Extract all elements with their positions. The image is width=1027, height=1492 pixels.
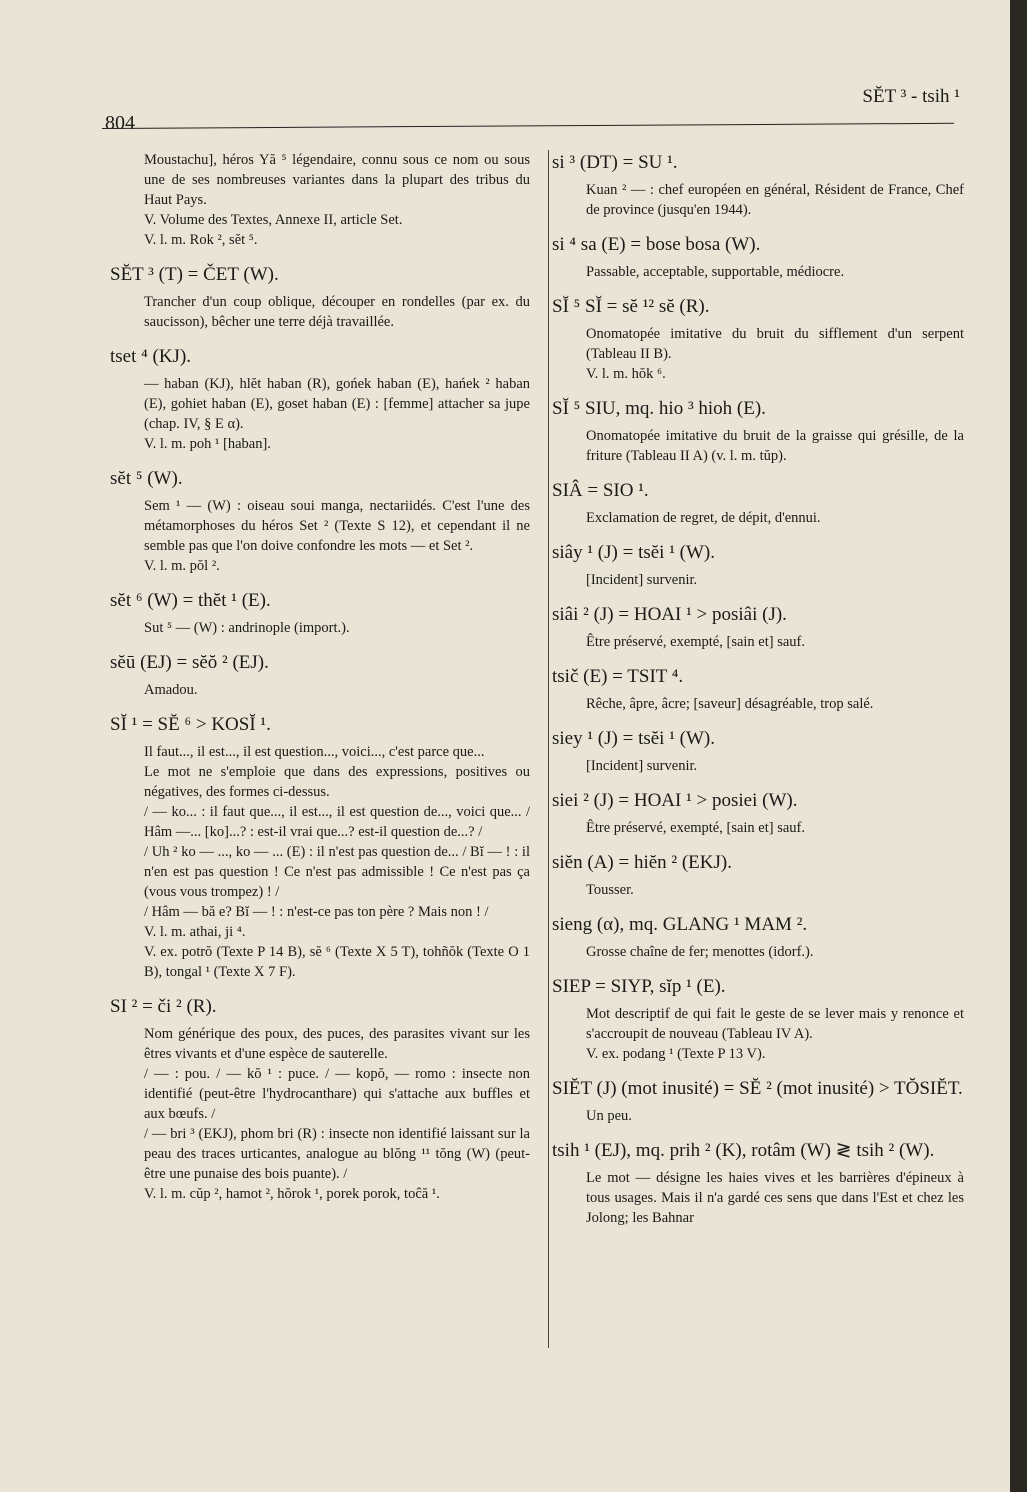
definition [110, 618, 530, 638]
dictionary-entry [110, 466, 530, 576]
definition [110, 496, 530, 576]
entry-line: V. l. m. hŏk ⁶. [586, 366, 666, 382]
left-column [110, 150, 530, 1216]
dictionary-entry [110, 712, 530, 982]
entry-line: Être préservé, exempté, [sain et] sauf. [586, 820, 806, 836]
book-edge [1010, 0, 1027, 1492]
entry-line: Onomatopée imitative du bruit du sifflement d'un serpent (Tableau II B). [586, 326, 964, 362]
definition [552, 1168, 964, 1228]
headword: siâi ² (J) = HOAI ¹ > posiâi (J). [552, 604, 787, 625]
entry-line: / Hâm — bă e? Bĭ — ! : n'est-ce pas ton père ? Mais non ! / [144, 904, 489, 920]
dictionary-entry [552, 788, 964, 838]
dictionary-entry [552, 540, 964, 590]
entry-line: V. ex. podang ¹ (Texte P 13 V). [586, 1046, 766, 1062]
headword: SI ² = či ² (R). [110, 996, 217, 1017]
dictionary-entry [552, 294, 964, 384]
headword: SĬ ⁵ SIU, mq. hio ³ hioh (E). [552, 398, 766, 419]
entry-line: Nom générique des poux, des puces, des parasites vivant sur les êtres vivants et d'une espèce de sauterelle. [144, 1026, 530, 1062]
definition [552, 1004, 964, 1064]
headword: siây ¹ (J) = tsĕi ¹ (W). [552, 542, 715, 563]
dictionary-entry [552, 726, 964, 776]
entry-line: Rêche, âpre, âcre; [saveur] désagréable, trop salé. [586, 696, 874, 712]
headword: si ⁴ sa (E) = bose bosa (W). [552, 234, 761, 255]
dictionary-entry [552, 150, 964, 220]
definition [552, 632, 964, 652]
entry-line: Amadou. [144, 682, 198, 698]
entry-line: Le mot — désigne les haies vives et les barrières d'épineux à tous usages. Mais il n'a gardé ces sens que dans l'Est et chez les Jolong; les Bahnar [586, 1170, 964, 1226]
dictionary-entry [110, 994, 530, 1204]
definition [552, 942, 964, 962]
headword: SĔT ³ (T) = ČET (W). [110, 264, 279, 285]
definition [552, 262, 964, 282]
headword: sĕt ⁶ (W) = thĕt ¹ (E). [110, 590, 271, 611]
entry-line: Tousser. [586, 882, 634, 898]
headword: siĕn (A) = hiĕn ² (EKJ). [552, 852, 732, 873]
entry-line: V. l. m. pŏl ². [144, 558, 220, 574]
dictionary-entry [552, 396, 964, 466]
definition [552, 818, 964, 838]
definition [110, 292, 530, 332]
headword: SIEP = SIYP, sĭp ¹ (E). [552, 976, 726, 997]
definition [552, 756, 964, 776]
column-divider [548, 150, 549, 1348]
entry-line: — haban (KJ), hlĕt haban (R), gońek haban (E), hańek ² haban (E), gohiet haban (E), goset haban (E) : [femme] attacher sa jupe (chap. IV, § E α). [144, 376, 530, 432]
dictionary-entry [110, 262, 530, 332]
right-column [552, 150, 964, 1240]
definition [110, 374, 530, 454]
continued-entry [110, 150, 530, 250]
entry-line: V. l. m. poh ¹ [haban]. [144, 436, 271, 452]
entry-line: V. l. m. Rok ², sĕt ⁵. [144, 232, 258, 248]
headword: sĕū (EJ) = sĕŏ ² (EJ). [110, 652, 269, 673]
definition [110, 1024, 530, 1204]
entry-line: Sem ¹ — (W) : oiseau soui manga, nectariidés. C'est l'une des métamorphoses du héros Set ² (Texte S 12), et cependant il ne semble pas que l'on doive confondre les mots — et Set ². [144, 498, 530, 554]
dictionary-entry [110, 344, 530, 454]
headword: siey ¹ (J) = tsĕi ¹ (W). [552, 728, 715, 749]
definition [552, 426, 964, 466]
entry-line: Le mot ne s'emploie que dans des expressions, positives ou négatives, des formes ci-dessus. [144, 764, 530, 800]
dictionary-entry [552, 912, 964, 962]
definition [552, 324, 964, 384]
headword: si ³ (DT) = SU ¹. [552, 152, 678, 173]
headword: SIÂ = SIO ¹. [552, 480, 649, 501]
dictionary-entry [552, 1138, 964, 1228]
entry-line: Il faut..., il est..., il est question..., voici..., c'est parce que... [144, 744, 485, 760]
dictionary-entry [552, 850, 964, 900]
entry-line: Exclamation de regret, de dépit, d'ennui. [586, 510, 821, 526]
headword: siei ² (J) = HOAI ¹ > posiei (W). [552, 790, 798, 811]
entry-line: / — bri ³ (EKJ), phom bri (R) : insecte non identifié laissant sur la peau des traces urticantes, analogue au blŏng ¹¹ tŏng (W) (peut-être une punaise des bois puante). / [144, 1126, 530, 1182]
headword: tsič (E) = TSIT ⁴. [552, 666, 684, 687]
definition [552, 508, 964, 528]
running-head: SĔT ³ - tsih ¹ [862, 86, 960, 107]
entry-line: Grosse chaîne de fer; menottes (idorf.). [586, 944, 814, 960]
header-rule [102, 123, 954, 129]
entry-line: Moustachu], héros Yă ⁵ légendaire, connu sous ce nom ou sous une de ses nombreuses variantes dans la plupart des tribus du Haut Pays. [144, 152, 530, 208]
headword: SĬ ⁵ SĬ = sĕ ¹² sĕ (R). [552, 296, 710, 317]
dictionary-entry [552, 602, 964, 652]
headword: SĬ ¹ = SĔ ⁶ > KOSĬ ¹. [110, 714, 271, 735]
entry-line: Mot descriptif de qui fait le geste de se lever mais y renonce et s'accroupit de nouveau (Tableau IV A). [586, 1006, 964, 1042]
headword: sieng (α), mq. GLANG ¹ MAM ². [552, 914, 808, 935]
entry-line: V. Volume des Textes, Annexe II, article Set. [144, 212, 403, 228]
entry-line: / — : pou. / — kŏ ¹ : puce. / — kopŏ, — romo : insecte non identifié (peut-être l'hydrocanthare) qui s'attache aux buffles et aux bœufs. / [144, 1066, 530, 1122]
dictionary-entry [552, 1076, 964, 1126]
entry-line: / Uh ² ko — ..., ko — ... (E) : il n'est pas question de... / Bĭ — ! : il n'en est pas question ! Ce n'est pas admissible ! Ce n'est pas ça (vous vous trompez) ! / [144, 844, 530, 900]
entry-line: [Incident] survenir. [586, 572, 698, 588]
headword: SIĔT (J) (mot inusité) = SĔ ² (mot inusité) > TŎSIĔT. [552, 1078, 963, 1099]
entry-line: Être préservé, exempté, [sain et] sauf. [586, 634, 806, 650]
entry-line: Un peu. [586, 1108, 632, 1124]
definition [552, 570, 964, 590]
entry-line: V. ex. potrŏ (Texte P 14 B), sĕ ⁶ (Texte X 5 T), tohñŏk (Texte O 1 B), tongal ¹ (Texte X 7 F). [144, 944, 530, 980]
entry-line: [Incident] survenir. [586, 758, 698, 774]
definition [552, 1106, 964, 1126]
dictionary-entry [552, 232, 964, 282]
definition [552, 180, 964, 220]
dictionary-entry [552, 974, 964, 1064]
page-number: 804 [105, 112, 135, 134]
headword: tset ⁴ (KJ). [110, 346, 192, 367]
dictionary-entry [552, 478, 964, 528]
dictionary-entry [110, 588, 530, 638]
entry-line: Passable, acceptable, supportable, médiocre. [586, 264, 845, 280]
entry-line: Sut ⁵ — (W) : andrinople (import.). [144, 620, 350, 636]
dictionary-entry [552, 664, 964, 714]
definition [110, 742, 530, 982]
dictionary-entry [110, 650, 530, 700]
entry-line: V. l. m. cŭp ², hamot ², hŏrok ¹, porek porok, toĉă ¹. [144, 1186, 440, 1202]
entry-line: / — ko... : il faut que..., il est..., il est question de..., voici que... / Hâm —... [ko]...? : est-il vrai que...? est-il question de...? / [144, 804, 530, 840]
headword: tsih ¹ (EJ), mq. prih ² (K), rotâm (W) ≷ tsih ² (W). [552, 1140, 935, 1161]
entry-line: Kuan ² — : chef européen en général, Résident de France, Chef de province (jusqu'en 1944). [586, 182, 964, 218]
entry-line: V. l. m. athai, ji ⁴. [144, 924, 246, 940]
definition [110, 680, 530, 700]
entry-line: Onomatopée imitative du bruit de la graisse qui grésille, de la friture (Tableau II A) (v. l. m. tŭp). [586, 428, 964, 464]
definition [552, 880, 964, 900]
headword: sĕt ⁵ (W). [110, 468, 183, 489]
definition [552, 694, 964, 714]
entry-line: Trancher d'un coup oblique, découper en rondelles (par ex. du saucisson), bêcher une terre déjà travaillée. [144, 294, 530, 330]
